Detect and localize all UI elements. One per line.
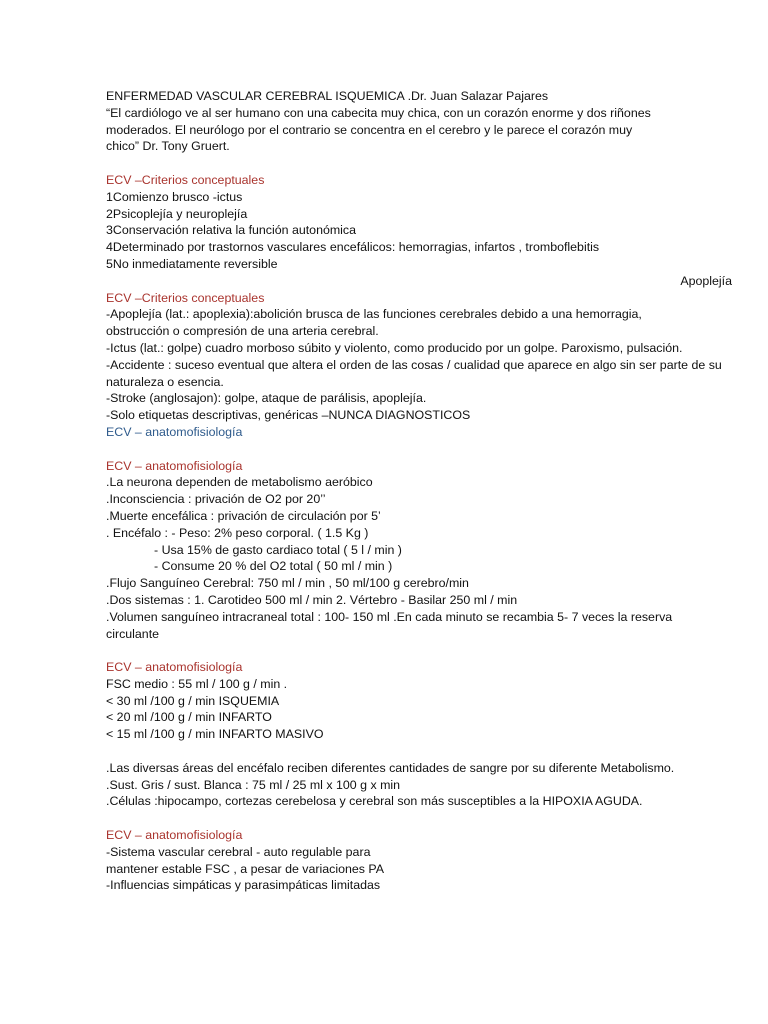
- section-heading: ECV – anatomofisiología: [106, 424, 243, 439]
- text-line: .Inconsciencia : privación de O2 por 20’’: [106, 492, 326, 507]
- section-heading: ECV – anatomofisiología: [106, 660, 243, 675]
- spacer: [106, 642, 732, 659]
- indented-line: - Usa 15% de gasto cardiaco total ( 5 l / min ): [154, 542, 402, 557]
- text-line: .La neurona dependen de metabolismo aeróbico: [106, 475, 373, 490]
- text-line: -Influencias simpáticas y parasimpáticas limitadas: [106, 878, 381, 893]
- spacer: [106, 155, 732, 172]
- section-heading: ECV – anatomofisiología: [106, 458, 243, 473]
- list-item: 5No inmediatamente reversible: [106, 256, 278, 271]
- section-heading: ECV –Criterios conceptuales: [106, 290, 265, 305]
- text-line: . Encéfalo : - Peso: 2% peso corporal. ( 1.5 Kg ): [106, 525, 369, 540]
- text-line: FSC medio : 55 ml / 100 g / min .: [106, 676, 288, 691]
- quote-line: chico” Dr. Tony Gruert.: [106, 139, 230, 154]
- text-line: mantener estable FSC , a pesar de variaciones PA: [106, 861, 385, 876]
- text-line: < 20 ml /100 g / min INFARTO: [106, 710, 272, 725]
- text-line: .Dos sistemas : 1. Carotideo 500 ml / min 2. Vértebro - Basilar 250 ml / min: [106, 592, 518, 607]
- document-body: [106, 88, 732, 894]
- text-line: .Las diversas áreas del encéfalo reciben diferentes cantidades de sangre por su diferente Metabolismo.: [106, 760, 675, 775]
- text-line: .Sust. Gris / sust. Blanca : 75 ml / 25 ml x 100 g x min: [106, 777, 401, 792]
- spacer: [106, 743, 732, 760]
- list-item: 2Psicoplejía y neuroplejía: [106, 206, 248, 221]
- list-item: 4Determinado por trastornos vasculares encefálicos: hemorragias, infartos , tromboflebitis: [106, 240, 600, 255]
- text-line: -Solo etiquetas descriptivas, genéricas –NUNCA DIAGNOSTICOS: [106, 408, 471, 423]
- text-line: naturaleza o esencia.: [106, 374, 224, 389]
- text-line: < 15 ml /100 g / min INFARTO MASIVO: [106, 727, 324, 742]
- text-line: .Volumen sanguíneo intracraneal total : 100- 150 ml .En cada minuto se recambia 5- 7 veces la reserva: [106, 609, 673, 624]
- right-aligned-label: Apoplejía: [680, 273, 732, 288]
- text-line: -Accidente : suceso eventual que altera el orden de las cosas / cualidad que aparece en algo sin ser parte de su: [106, 357, 722, 372]
- text-line: -Ictus (lat.: golpe) cuadro morboso súbito y violento, como producido por un golpe. Paroxismo, pulsación.: [106, 340, 683, 355]
- text-line: .Células :hipocampo, cortezas cerebelosa y cerebral son más susceptibles a la HIPOXIA AGUDA.: [106, 794, 643, 809]
- text-line: -Stroke (anglosajon): golpe, ataque de parálisis, apoplejía.: [106, 391, 427, 406]
- text-line: obstrucción o compresión de una arteria cerebral.: [106, 324, 379, 339]
- text-line: .Muerte encefálica : privación de circulación por 5’: [106, 508, 381, 523]
- spacer: [106, 441, 732, 458]
- quote-line: “El cardiólogo ve al ser humano con una cabecita muy chica, con un corazón enorme y dos riñones: [106, 105, 651, 120]
- text-line: < 30 ml /100 g / min ISQUEMIA: [106, 693, 280, 708]
- spacer: [106, 810, 732, 827]
- section-heading: ECV –Criterios conceptuales: [106, 172, 265, 187]
- text-line: .Flujo Sanguíneo Cerebral: 750 ml / min , 50 ml/100 g cerebro/min: [106, 576, 469, 591]
- list-item: 3Conservación relativa la función autonómica: [106, 223, 357, 238]
- document-title: ENFERMEDAD VASCULAR CEREBRAL ISQUEMICA .Dr. Juan Salazar Pajares: [106, 89, 549, 103]
- text-line: circulante: [106, 626, 160, 641]
- list-item: 1Comienzo brusco -ictus: [106, 189, 243, 204]
- text-line: -Apoplejía (lat.: apoplexia):abolición brusca de las funciones cerebrales debido a una hemorragia,: [106, 307, 642, 322]
- section-heading: ECV – anatomofisiología: [106, 828, 243, 843]
- text-line: -Sistema vascular cerebral - auto regulable para: [106, 844, 371, 859]
- indented-line: - Consume 20 % del O2 total ( 50 ml / min ): [154, 559, 393, 574]
- quote-line: moderados. El neurólogo por el contrario se concentra en el cerebro y le parece el corazón muy: [106, 122, 633, 137]
